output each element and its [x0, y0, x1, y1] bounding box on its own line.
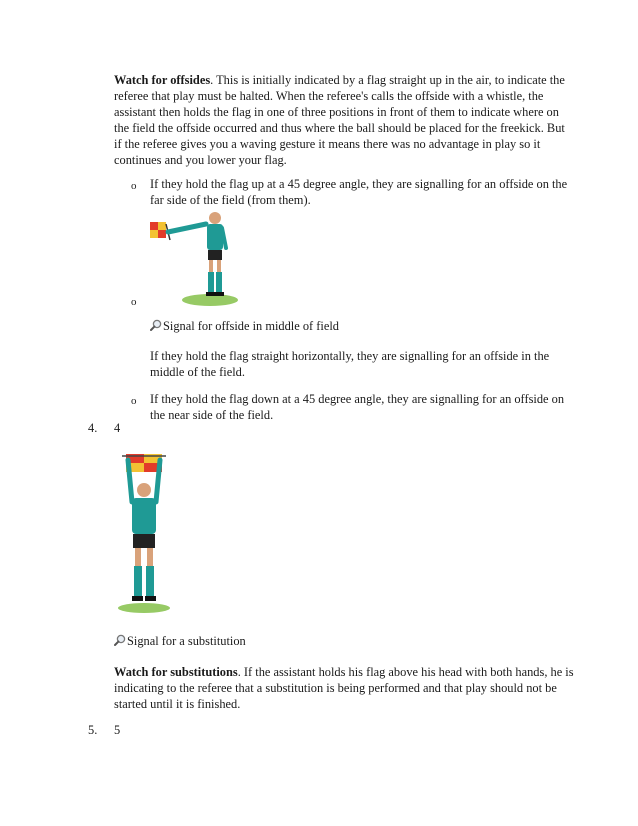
substitution-caption-text: Signal for a substitution — [127, 634, 246, 648]
near-side-text: If they hold the flag down at a 45 degree angle, they are signalling for an offside on the near side of the field. — [150, 392, 565, 422]
offsides-paragraph — [114, 72, 574, 168]
list-number: 4. — [88, 421, 98, 435]
list-value: 4 — [114, 421, 121, 435]
bullet-marker: o — [131, 180, 137, 192]
middle-caption — [150, 318, 570, 334]
substitution-heading: Watch for substitutions — [114, 665, 238, 679]
magnifier-icon — [150, 319, 162, 331]
offsides-text: . This is initially indicated by a flag straight up in the air, to indicate the referee that play must be halted. When the referee's calls the offside with a whistle, the assistant then holds the flag in one of three positions in front of them to indicate where on the field the offside occurred and thus where the ball should be placed for the freekick. But if the referee gives you a waving gesture it means there was no advantage in play so it continues and you lower your flag. — [114, 73, 565, 167]
substitution-paragraph — [114, 664, 574, 712]
far-side-text: If they hold the flag up at a 45 degree angle, they are signalling for an offside on the far side of the field (from them). — [150, 177, 568, 207]
middle-text: If they hold the flag straight horizontally, they are signalling for an offside in the middle of the field. — [150, 349, 550, 379]
magnifier-icon — [114, 634, 126, 646]
substitution-signal-image — [112, 452, 176, 614]
offsides-heading: Watch for offsides — [114, 73, 211, 87]
middle-caption-text: Signal for offside in middle of field — [163, 319, 339, 333]
substitution-text: . If the assistant holds his flag above his head with both hands, he is indicating to the referee that a substitution is being performed and that play should not be started until it is finished. — [114, 665, 574, 711]
offside-signal-image — [148, 210, 238, 306]
bullet-marker: o — [131, 296, 137, 308]
substitution-caption — [114, 633, 246, 649]
list-number: 5. — [88, 723, 98, 737]
bullet-marker: o — [131, 395, 137, 407]
list-value: 5 — [114, 723, 121, 737]
